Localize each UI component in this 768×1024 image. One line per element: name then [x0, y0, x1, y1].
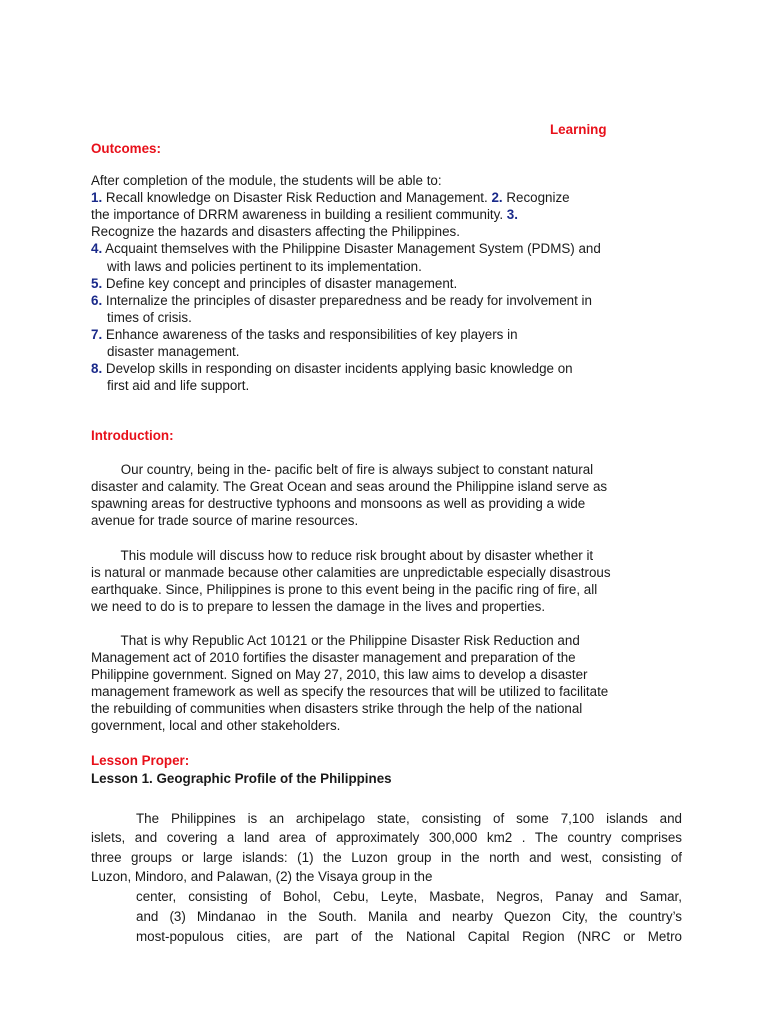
outcome-number: 8. [91, 361, 103, 376]
outcomes-intro: After completion of the module, the students will be able to: [91, 173, 442, 188]
intro-line: This module will discuss how to reduce risk brought about by disaster whether it [91, 548, 594, 563]
outcome-number: 5. [91, 276, 103, 291]
lesson-line: most-populous cities, are part of the National Capital Region (NRC or Metro [136, 929, 682, 944]
outcome-text: Define key concept and principles of disaster management. [102, 276, 458, 291]
outcome-text: Recall knowledge on Disaster Risk Reduction and Management. [102, 190, 492, 205]
intro-line: we need to do is to prepare to lessen the damage in the lives and properties. [91, 599, 546, 614]
intro-line: Our country, being in the- pacific belt of fire is always subject to constant natural [91, 462, 594, 477]
outcome-text: Recognize [502, 190, 570, 205]
intro-line: Management act of 2010 fortifies the disaster management and preparation of the [91, 650, 576, 665]
outcome-number: 3. [506, 207, 518, 222]
intro-line: Philippine government. Signed on May 27, 2010, this law aims to develop a disaster [91, 667, 588, 682]
outcome-line: first aid and life support. [107, 378, 250, 393]
outcome-text: Internalize the principles of disaster preparedness and be ready for involvement in [102, 293, 592, 308]
outcome-text: Enhance awareness of the tasks and responsibilities of key players in [102, 327, 518, 342]
intro-line: That is why Republic Act 10121 or the Philippine Disaster Risk Reduction and [91, 633, 580, 648]
outcome-text: Develop skills in responding on disaster incidents applying basic knowledge on [102, 361, 573, 376]
lesson-line: The Philippines is an archipelago state, consisting of some 7,100 islands and [136, 811, 682, 826]
outcome-number: 1. [91, 190, 103, 205]
outcome-line [91, 275, 457, 292]
outcome-line: Recognize the hazards and disasters affecting the Philippines. [91, 224, 460, 239]
lesson-line: islets, and covering a land area of approximately 300,000 km2 . The country comprises [91, 830, 682, 845]
outcome-line [91, 360, 573, 377]
intro-line: is natural or manmade because other calamities are unpredictable especially disastrous [91, 565, 611, 580]
outcome-text: the importance of DRRM awareness in building a resilient community. [91, 207, 507, 222]
outcome-line [91, 240, 601, 257]
outcome-line [91, 189, 570, 206]
intro-line: the rebuilding of communities when disasters strike through the help of the national [91, 701, 583, 716]
intro-line: management framework as well as specify the resources that will be utilized to facilitate [91, 684, 609, 699]
outcome-number: 6. [91, 293, 103, 308]
outcome-number: 2. [491, 190, 503, 205]
outcome-line: disaster management. [107, 344, 240, 359]
lesson-line: Luzon, Mindoro, and Palawan, (2) the Visaya group in the [91, 869, 433, 884]
introduction-heading: Introduction: [91, 428, 174, 443]
outcome-line [91, 206, 518, 223]
outcome-text: Acquaint themselves with the Philippine Disaster Management System (PDMS) and [102, 241, 601, 256]
intro-line: government, local and other stakeholders. [91, 718, 341, 733]
learning-heading: Learning [550, 122, 607, 137]
intro-line: disaster and calamity. The Great Ocean and seas around the Philippine island serve as [91, 479, 608, 494]
outcome-line: times of crisis. [107, 310, 192, 325]
lesson-line: and (3) Mindanao in the South. Manila and nearby Quezon City, the country’s [136, 909, 682, 924]
lesson-line: center, consisting of Bohol, Cebu, Leyte, Masbate, Negros, Panay and Samar, [136, 889, 682, 904]
intro-line: earthquake. Since, Philippines is prone to this event being in the pacific ring of fire, all [91, 582, 598, 597]
outcome-line [91, 292, 592, 309]
outcome-number: 4. [91, 241, 103, 256]
outcomes-heading: Outcomes: [91, 141, 161, 156]
intro-line: avenue for trade source of marine resources. [91, 513, 359, 528]
outcome-line [91, 326, 518, 343]
lesson-title: Lesson 1. Geographic Profile of the Philippines [91, 771, 392, 786]
lesson-proper-heading: Lesson Proper: [91, 753, 190, 768]
intro-line: spawning areas for destructive typhoons and monsoons as well as providing a wide [91, 496, 586, 511]
outcome-number: 7. [91, 327, 103, 342]
lesson-line: three groups or large islands: (1) the Luzon group in the north and west, consisting of [91, 850, 682, 865]
outcome-line: with laws and policies pertinent to its implementation. [107, 259, 422, 274]
